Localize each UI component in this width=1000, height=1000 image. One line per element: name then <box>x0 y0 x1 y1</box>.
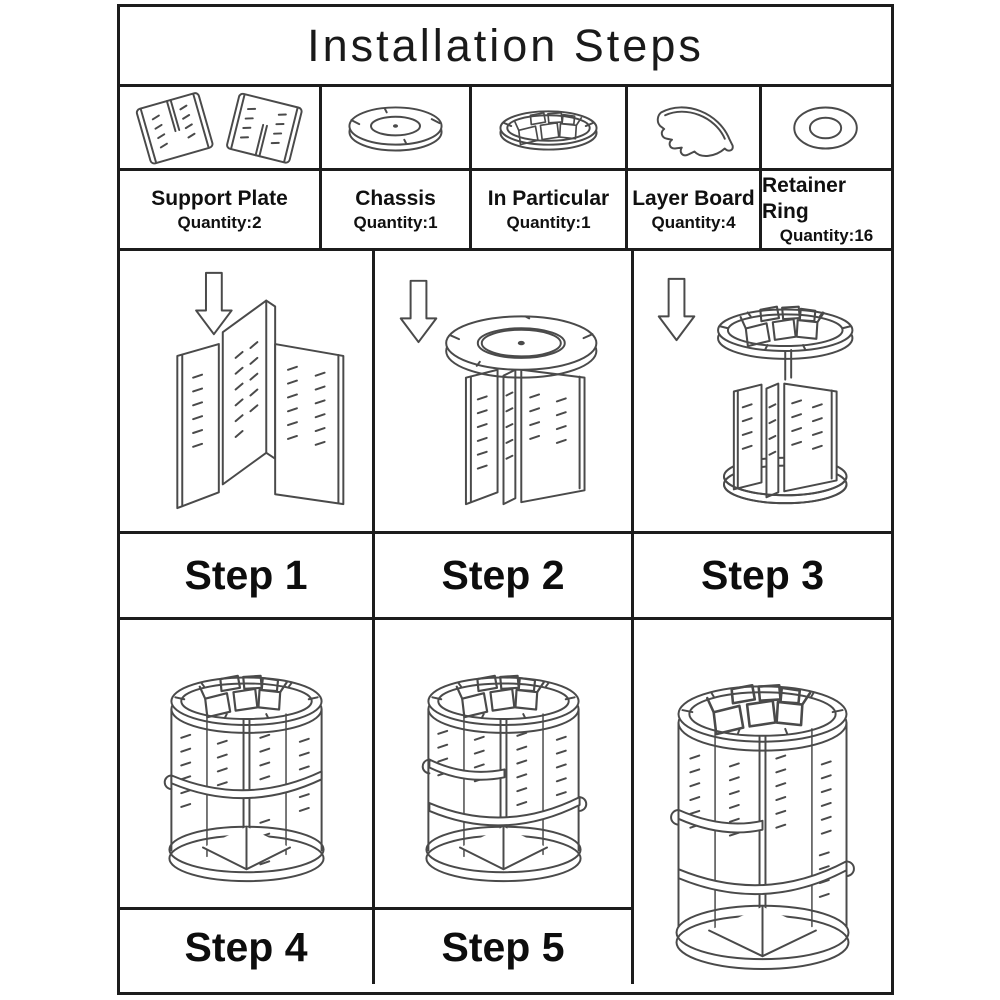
step-label: Step 1 <box>184 552 308 598</box>
chassis-icon <box>322 86 469 170</box>
step-2-illustration-icon <box>377 251 629 531</box>
title-row <box>120 7 891 87</box>
part-label-support-plate <box>120 171 322 251</box>
step-4-cell <box>120 620 375 910</box>
step-5-cell <box>375 620 634 910</box>
step-label: Step 3 <box>700 552 825 598</box>
final-assembly-cell <box>634 620 891 984</box>
step-5-illustration-icon <box>377 621 629 906</box>
installation-sheet <box>117 4 894 995</box>
part-quantity: Quantity:1 <box>353 213 438 232</box>
support-plate-icon <box>120 86 319 170</box>
step-1-illustration-icon <box>120 251 372 531</box>
step-label: Step 2 <box>441 552 565 598</box>
step-1-cell <box>120 251 375 534</box>
part-quantity: Quantity:1 <box>506 213 591 232</box>
step-label: Step 5 <box>441 923 565 970</box>
part-name: Chassis <box>355 186 436 210</box>
part-quantity: Quantity:16 <box>779 226 874 246</box>
part-image-in-particular <box>472 87 628 171</box>
layer-board-icon <box>628 86 759 170</box>
final-assembly-illustration-icon <box>636 620 890 984</box>
step-4-label-cell <box>120 910 375 984</box>
step-2-label-cell <box>375 534 634 620</box>
part-image-chassis <box>322 87 472 171</box>
step-1-label-cell <box>120 534 375 620</box>
parts-table <box>120 87 891 251</box>
part-name: Layer Board <box>632 186 755 210</box>
part-image-retainer-ring <box>762 87 891 171</box>
step-label: Step 4 <box>184 923 308 970</box>
part-quantity: Quantity:4 <box>651 213 736 232</box>
step-5-label-cell <box>375 910 634 984</box>
part-name: In Particular <box>487 186 610 210</box>
steps-table <box>120 251 891 984</box>
part-image-layer-board <box>628 87 762 171</box>
part-name: Retainer Ring <box>762 173 847 223</box>
part-label-in-particular <box>472 171 628 251</box>
part-label-layer-board <box>628 171 762 251</box>
step-3-cell <box>634 251 891 534</box>
retainer-ring-icon <box>763 86 891 170</box>
part-label-retainer-ring <box>762 171 891 251</box>
step-4-illustration-icon <box>120 621 372 906</box>
part-image-support-plate <box>120 87 322 171</box>
step-3-illustration-icon <box>637 251 889 531</box>
part-quantity: Quantity:2 <box>177 213 262 232</box>
step-3-label-cell <box>634 534 891 620</box>
step-2-cell <box>375 251 634 534</box>
in-particular-icon <box>472 86 625 170</box>
page-title: Installation Steps <box>307 19 704 71</box>
part-label-chassis <box>322 171 472 251</box>
part-name: Support Plate <box>151 186 288 210</box>
